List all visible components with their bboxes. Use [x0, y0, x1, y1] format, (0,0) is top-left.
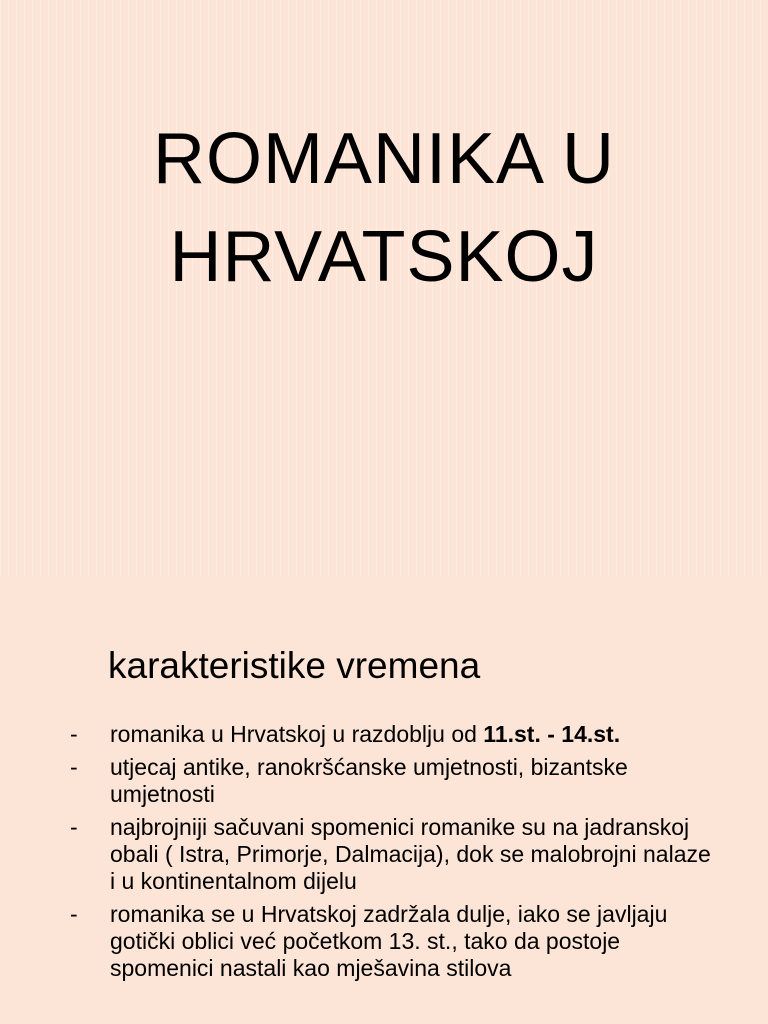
content-slide [0, 576, 768, 1024]
title-line-2: HRVATSKOJ [169, 217, 599, 297]
bullet-text: romanika se u Hrvatskoj zadržala dulje, iako se javljaju gotički oblici već početkom 13. st., tako da postoje spomenici nastali kao mješavina stilova [110, 901, 668, 981]
slide-title [0, 110, 768, 306]
bullet-dash: - [70, 814, 78, 840]
bullet-text: utjecaj antike, ranokršćanske umjetnosti, bizantske umjetnosti [110, 754, 628, 807]
bullet-text: najbrojniji sačuvani spomenici romanike su na jadranskoj obali ( Istra, Primorje, Dalmacija), dok se malobrojni nalaze i u kontinentalnom dijelu [110, 814, 711, 894]
title-line-1: ROMANIKA U [152, 119, 616, 199]
list-item [0, 721, 768, 748]
slide-subtitle: karakteristike vremena [108, 645, 481, 686]
bullet-text: romanika u Hrvatskoj u razdoblju od [110, 721, 484, 747]
bullet-bold-text: 11.st. - 14.st. [483, 721, 621, 747]
bullet-dash: - [70, 754, 78, 780]
list-item [0, 901, 768, 982]
bullet-dash: - [70, 901, 78, 927]
bullet-list [0, 721, 768, 988]
list-item [0, 754, 768, 808]
bullet-dash: - [70, 721, 78, 747]
list-item [0, 814, 768, 895]
